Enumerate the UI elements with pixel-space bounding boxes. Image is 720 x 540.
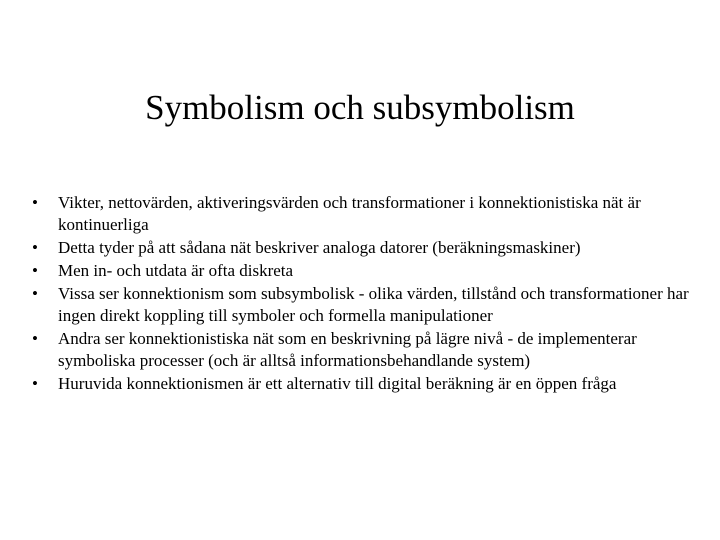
- bullet-text: Men in- och utdata är ofta diskreta: [58, 261, 294, 280]
- bullet-item-6: [30, 373, 710, 395]
- bullet-icon: •: [32, 261, 38, 280]
- bullet-icon: •: [32, 193, 38, 212]
- bullet-item-4: [30, 283, 710, 327]
- bullet-icon: •: [32, 238, 38, 257]
- bullet-list: [30, 192, 710, 396]
- bullet-item-3: [30, 260, 710, 282]
- bullet-text: Andra ser konnektionistiska nät som en beskrivning på lägre nivå - de implementerar symboliska processer (och är alltså informationsbehandlande system): [58, 329, 637, 370]
- bullet-icon: •: [32, 329, 38, 348]
- bullet-item-5: [30, 328, 710, 372]
- bullet-text: Vikter, nettovärden, aktiveringsvärden och transformationer i konnektionistiska nät är kontinuerliga: [58, 193, 641, 234]
- bullet-icon: •: [32, 284, 38, 303]
- slide-title: Symbolism och subsymbolism: [145, 88, 575, 127]
- bullet-item-1: [30, 192, 710, 236]
- bullet-item-2: [30, 237, 710, 259]
- bullet-text: Huruvida konnektionismen är ett alternativ till digital beräkning är en öppen fråga: [58, 374, 617, 393]
- bullet-icon: •: [32, 374, 38, 393]
- bullet-text: Vissa ser konnektionism som subsymbolisk - olika värden, tillstånd och transformationer har ingen direkt koppling till symboler och formella manipulationer: [58, 284, 689, 325]
- bullet-text: Detta tyder på att sådana nät beskriver analoga datorer (beräkningsmaskiner): [58, 238, 581, 257]
